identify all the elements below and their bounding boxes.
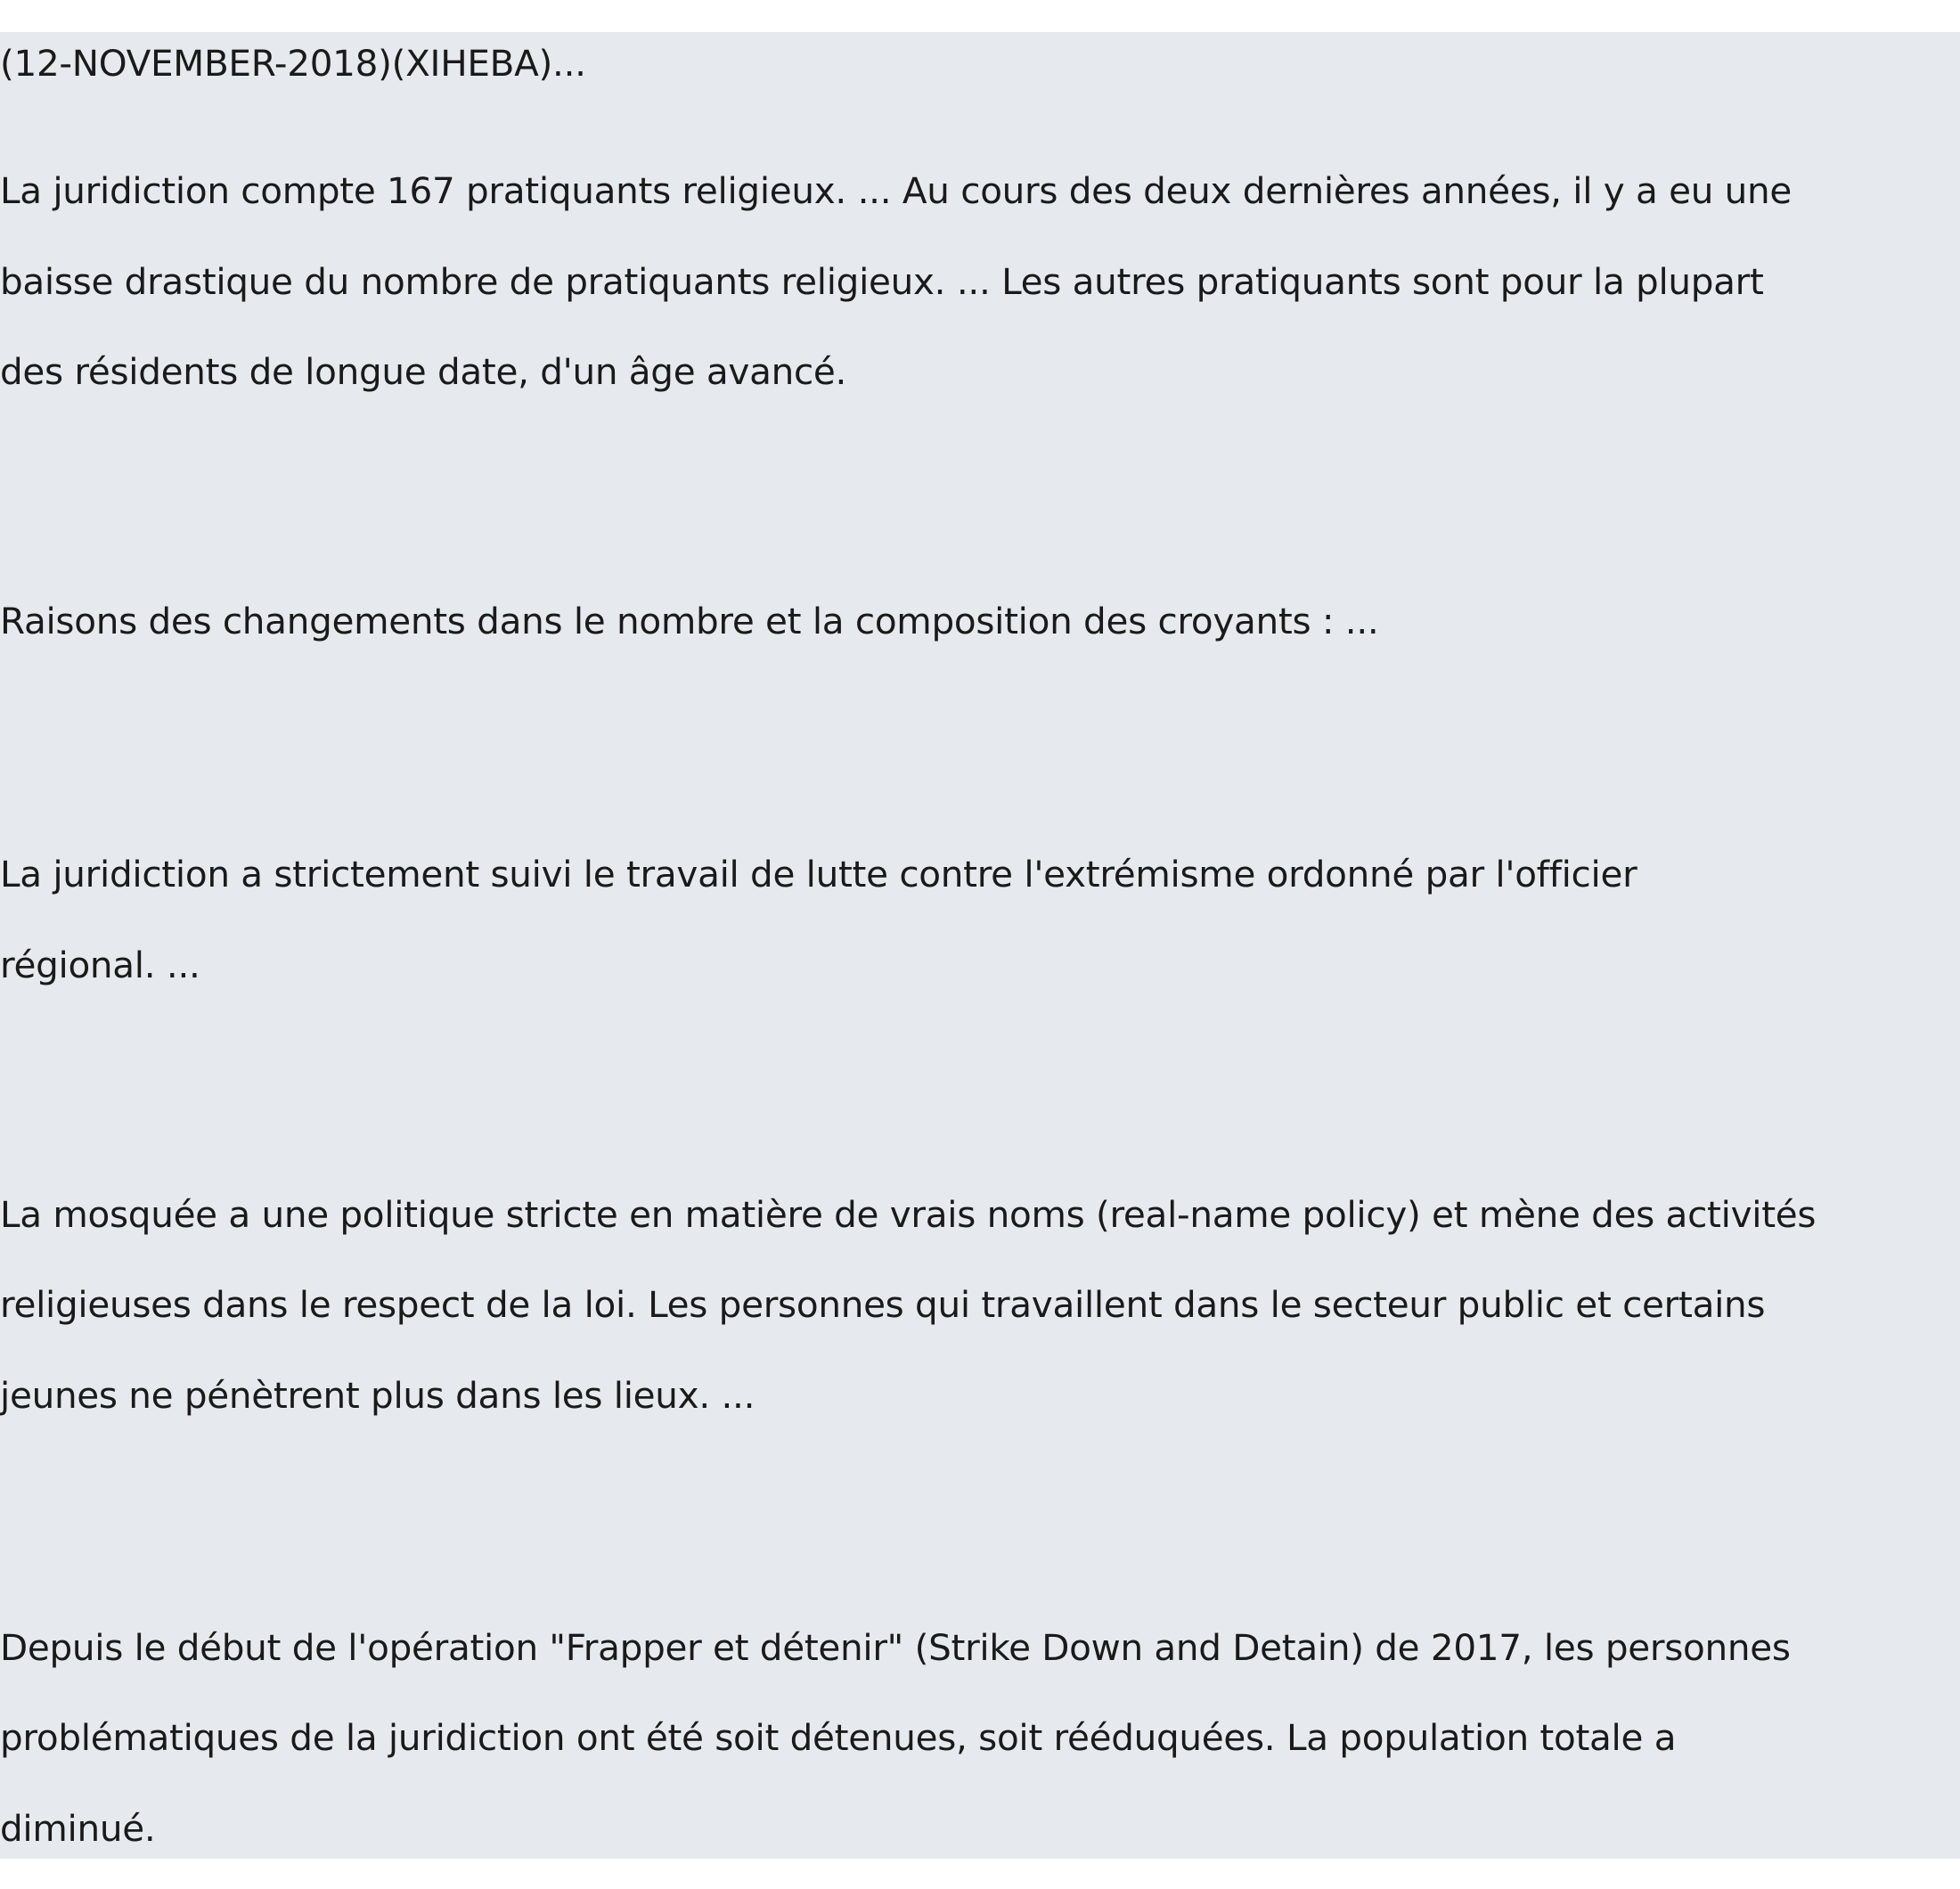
paragraph-1-line-2: baisse drastique du nombre de pratiquants religieux. ... Les autres pratiquants sont pour la plupart — [0, 260, 1764, 303]
paragraph-1-line-3: des résidents de longue date, d'un âge avancé. — [0, 350, 847, 393]
paragraph-4-line-1: La mosquée a une politique stricte en matière de vrais noms (real-name policy) et mène des activités — [0, 1193, 1817, 1236]
paragraph-3-line-2: régional. ... — [0, 944, 200, 986]
paragraph-4-line-2: religieuses dans le respect de la loi. Les personnes qui travaillent dans le secteur public et certains — [0, 1283, 1766, 1326]
paragraph-5-line-1: Depuis le début de l'opération "Frapper et détenir" (Strike Down and Detain) de 2017, les personnes — [0, 1626, 1791, 1669]
paragraph-5-line-2: problématiques de la juridiction ont été soit détenues, soit rééduquées. La population totale a — [0, 1716, 1677, 1759]
paragraph-2-line-1: Raisons des changements dans le nombre et la composition des croyants : ... — [0, 600, 1379, 642]
paragraph-3-line-1: La juridiction a strictement suivi le travail de lutte contre l'extrémisme ordonné par l'officier — [0, 853, 1637, 895]
document-header: (12-NOVEMBER-2018)(XIHEBA)... — [0, 42, 586, 85]
paragraph-4-line-3: jeunes ne pénètrent plus dans les lieux. ... — [0, 1374, 755, 1417]
paragraph-5-line-3: diminué. — [0, 1807, 156, 1850]
document-page — [0, 32, 1960, 1859]
paragraph-1-line-1: La juridiction compte 167 pratiquants religieux. ... Au cours des deux dernières années, il y a eu une — [0, 169, 1793, 212]
